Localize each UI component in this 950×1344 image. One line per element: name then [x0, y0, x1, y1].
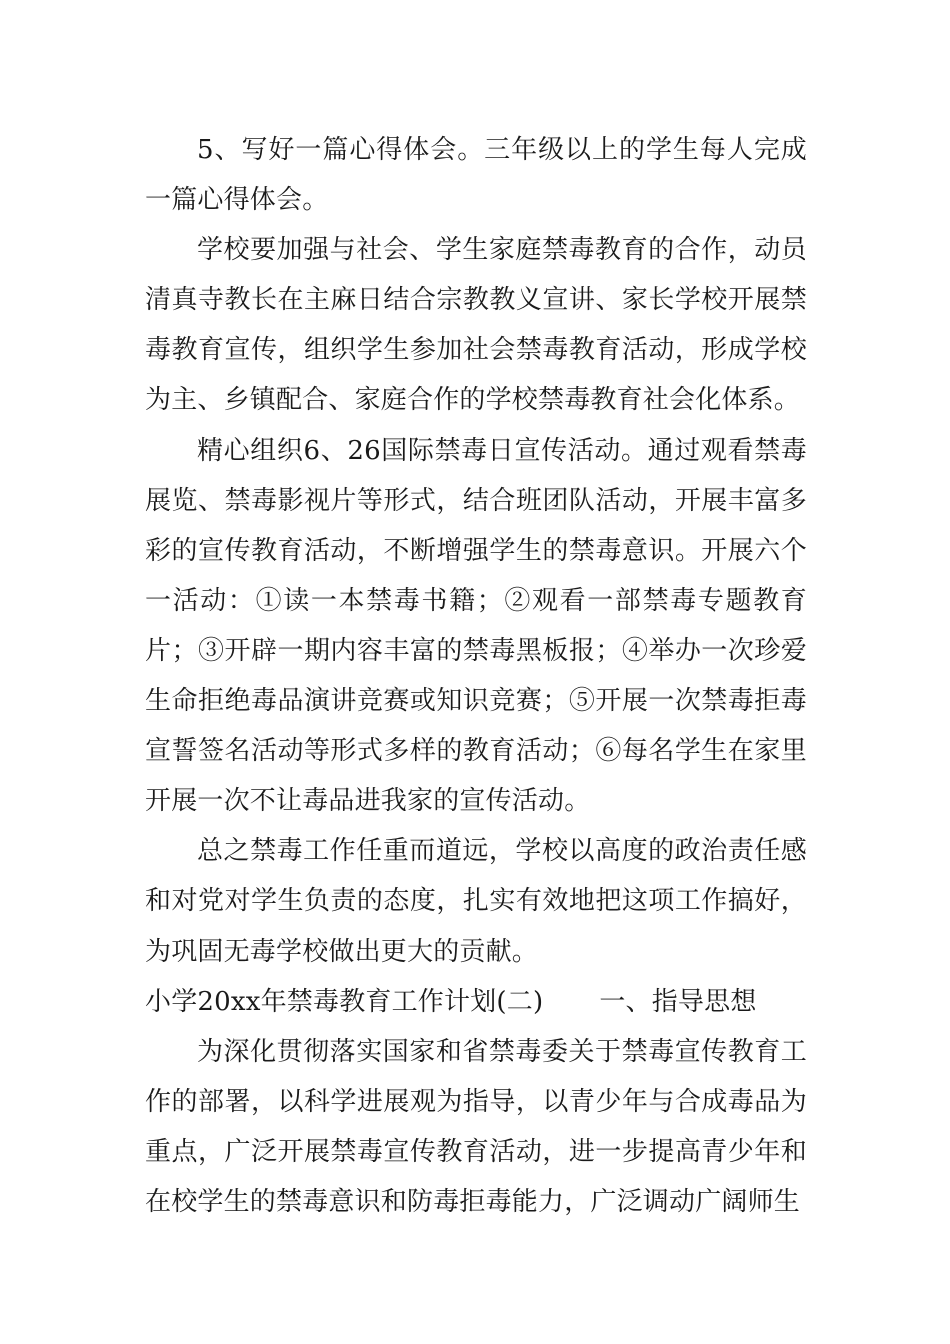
paragraph-drug-day-activities: 精心组织6、26国际禁毒日宣传活动。通过观看禁毒展览、禁毒影视片等形式，结合班团队活动，开展丰富多彩的宣传教育活动，不断增强学生的禁毒意识。开展六个一活动：①读一本禁毒书籍；②观看一部禁毒专题教育片；③开辟一期内容丰富的禁毒黑板报；④举办一次珍爱生命拒绝毒品演讲竞赛或知识竞赛；⑤开展一次禁毒拒毒宣誓签名活动等形式多样的教育活动；⑥每名学生在家里开展一次不让毒品进我家的宣传活动。	[145, 435, 807, 817]
paragraph-guiding-thought: 为深化贯彻落实国家和省禁毒委关于禁毒宣传教育工作的部署，以科学进展观为指导，以青少年与合成毒品为重点，广泛开展禁毒宣传教育活动，进一步提高青少年和在校学生的禁毒意识和防毒拒毒能力，广泛调动广阔师生	[145, 1036, 807, 1217]
document-body	[145, 125, 807, 1227]
paragraph-conclusion: 总之禁毒工作任重而道远，学校以高度的政治责任感和对党对学生负责的态度，扎实有效地把这项工作搞好，为巩固无毒学校做出更大的贡献。	[145, 836, 807, 967]
paragraph-summary-writing: 5、写好一篇心得体会。三年级以上的学生每人完成一篇心得体会。	[145, 135, 807, 216]
paragraph-community-cooperation: 学校要加强与社会、学生家庭禁毒教育的合作，动员清真寺教长在主麻日结合宗教教义宣讲、家长学校开展禁毒教育宣传，组织学生参加社会禁毒教育活动，形成学校为主、乡镇配合、家庭合作的学校禁毒教育社会化体系。	[145, 235, 807, 416]
plan-title: 小学20xx年禁毒教育工作计划(二)	[145, 986, 544, 1017]
section-title: 一、指导思想	[599, 986, 757, 1017]
section-heading	[145, 977, 807, 1027]
